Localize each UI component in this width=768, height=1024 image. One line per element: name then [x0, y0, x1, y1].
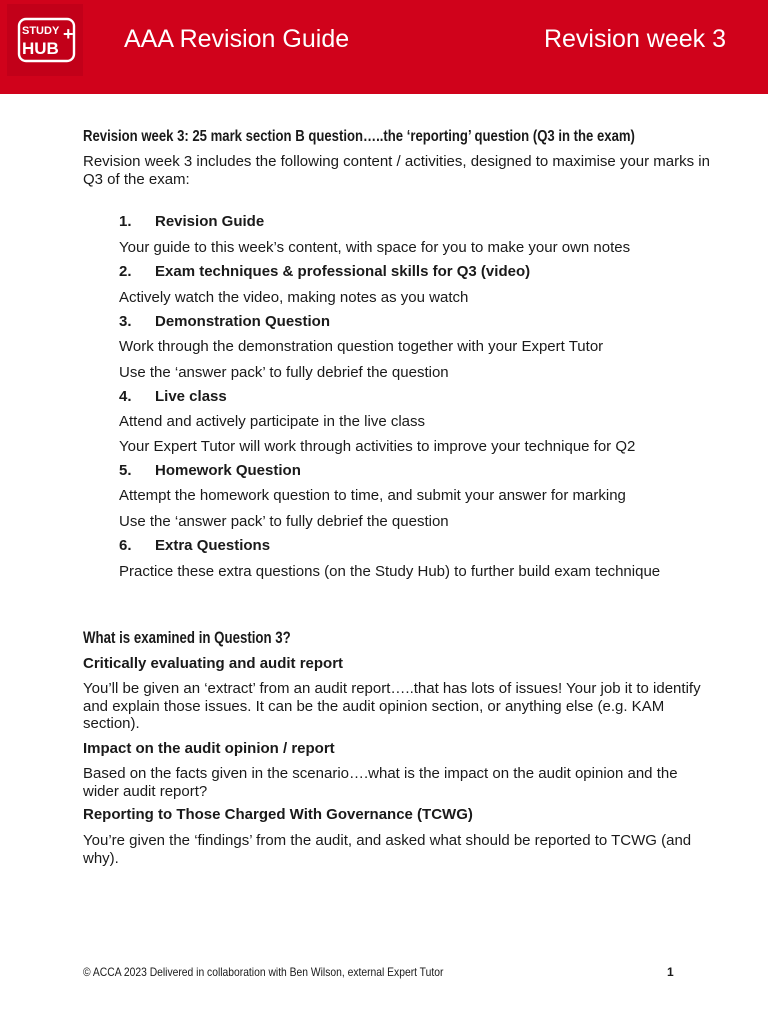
- section-title: Impact on the audit opinion / report: [83, 740, 335, 757]
- guide-title: AAA Revision Guide: [124, 25, 350, 53]
- section-body: You’re given the ‘findings’ from the audit, and asked what should be reported to TCWG (and why).: [83, 832, 692, 867]
- item-title: Live class: [155, 388, 227, 405]
- logo-text-hub: HUB: [22, 39, 59, 58]
- item-number: 6.: [119, 537, 132, 554]
- item-title: Exam techniques & professional skills for Q3 (video): [155, 263, 531, 280]
- item-number: 1.: [119, 213, 132, 230]
- logo-text-study: STUDY: [22, 25, 60, 37]
- item-description: Attend and actively participate in the live class: [119, 413, 425, 430]
- item-description: Use the ‘answer pack’ to fully debrief the question: [119, 364, 449, 381]
- item-title: Homework Question: [155, 462, 301, 479]
- section-body: You’ll be given an ‘extract’ from an audit report…..that has lots of issues! Your job it to identify and explain those issues. It can be the audit opinion section, or anything else (e.g. KAM section).: [83, 680, 701, 732]
- section-title: Critically evaluating and audit report: [83, 655, 344, 672]
- item-title: Extra Questions: [155, 537, 271, 554]
- item-title: Demonstration Question: [155, 313, 331, 330]
- page-number: 1: [667, 965, 674, 979]
- item-description: Your Expert Tutor will work through activities to improve your technique for Q2: [119, 438, 636, 455]
- item-number: 2.: [119, 263, 132, 280]
- item-number: 5.: [119, 462, 132, 479]
- item-description: Practice these extra questions (on the Study Hub) to further build exam technique: [119, 563, 661, 580]
- item-description: Actively watch the video, making notes as you watch: [119, 289, 469, 306]
- examined-heading: What is examined in Question 3?: [83, 628, 291, 647]
- item-description: Your guide to this week’s content, with space for you to make your own notes: [119, 239, 631, 256]
- section-body: Based on the facts given in the scenario….what is the impact on the audit opinion and the wider audit report?: [83, 765, 678, 800]
- item-number: 3.: [119, 313, 132, 330]
- item-number: 4.: [119, 388, 132, 405]
- page-header: [0, 0, 768, 94]
- section-title: Reporting to Those Charged With Governance (TCWG): [83, 806, 473, 823]
- logo-plus: +: [63, 24, 74, 44]
- study-hub-logo-icon: [7, 4, 83, 76]
- revision-week: Revision week 3: [543, 25, 726, 53]
- item-description: Attempt the homework question to time, and submit your answer for marking: [119, 487, 626, 504]
- intro-paragraph: Revision week 3 includes the following content / activities, designed to maximise your marks in Q3 of the exam:: [83, 153, 710, 188]
- footer-copyright: © ACCA 2023 Delivered in collaboration with Ben Wilson, external Expert Tutor: [83, 965, 444, 979]
- item-description: Work through the demonstration question together with your Expert Tutor: [119, 338, 604, 355]
- intro-heading: Revision week 3: 25 mark section B question…..the ‘reporting’ question (Q3 in the exam): [83, 128, 635, 145]
- item-description: Use the ‘answer pack’ to fully debrief the question: [119, 513, 449, 530]
- item-title: Revision Guide: [155, 213, 265, 230]
- study-hub-logo: [7, 4, 83, 76]
